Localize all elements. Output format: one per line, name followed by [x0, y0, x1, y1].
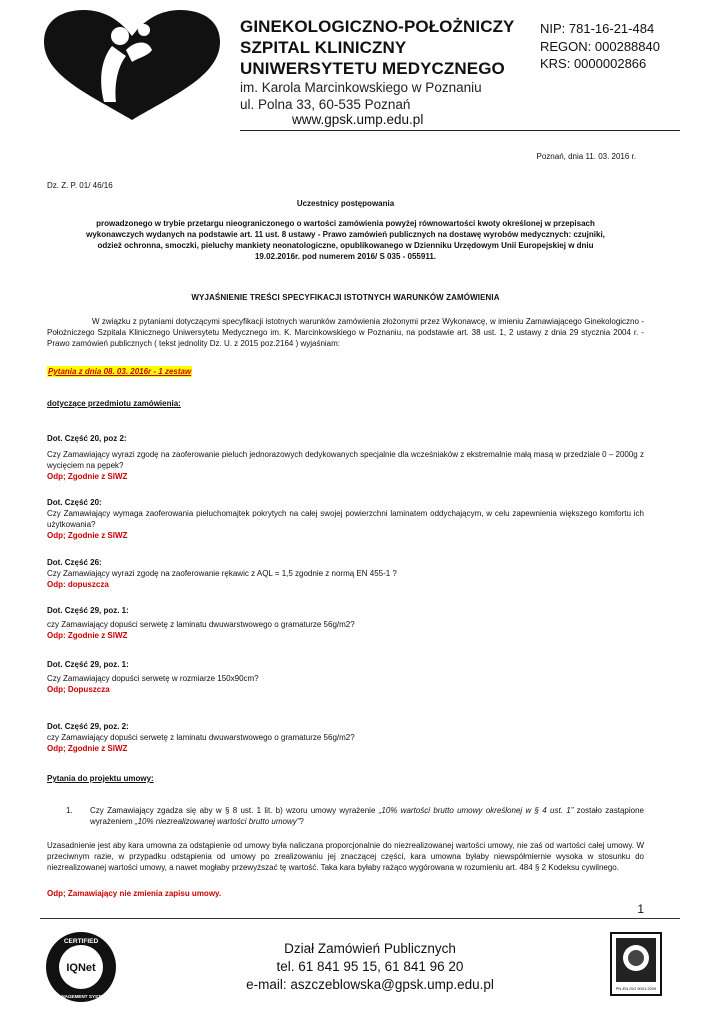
hospital-name: GINEKOLOGICZNO-POŁOŻNICZY SZPITAL KLINICZNY UNIWERSYTETU MEDYCZNEGO: [240, 17, 515, 78]
recipients: Uczestnicy postępowania: [296, 199, 395, 208]
cert-top-text: CERTIFIED: [63, 938, 99, 945]
question-item: Dot. Część 29, poz. 2: czy Zamawiający dopuści serwetę z laminatu dwuwarstwowego o gramaturze 56g/m2? Odp; Zgodnie z SIWZ: [47, 722, 355, 753]
contract-item-number: 1.: [66, 806, 73, 815]
hospital-address: im. Karola Marcinkowskiego w Poznaniu ul. Polna 33, 60-535 Poznań: [240, 80, 482, 112]
header-divider: [240, 130, 680, 131]
intro-paragraph: W związku z pytaniami dotyczącymi specyfikacji istotnych warunków zamówienia złożonymi przez Wykonawcę, w imieniu Zamawiającego Ginekologiczno - Położniczego Szpitala Klinicznego Uniwersytetu Medycznego im. K. Marcinkowskiego w Poznaniu, na podstawie art. 38 ust. 1, 2 ustawy z dnia 29 stycznia 2004 r. - Prawo zamówień publicznych ( tekst jednolity Dz. U. z 2015 poz.2164 ) wyjaśniam:: [47, 317, 644, 348]
krs: KRS: 0000002866: [540, 56, 647, 71]
cert-brand: IQNet: [66, 962, 96, 974]
cert-bottom-text: MANAGEMENT SYSTEM: [54, 994, 108, 999]
page-number: 1: [637, 902, 644, 916]
question-item: Dot. Część 29, poz. 1: Czy Zamawiający dopuści serwetę w rozmiarze 150x90cm? Odp; Dopuszcza: [47, 660, 259, 694]
website-link[interactable]: www.gpsk.ump.edu.pl: [292, 112, 424, 127]
questions-date: Pytania z dnia 08. 03. 2016r - 1 zestaw: [48, 367, 192, 376]
iso-certification-icon: [610, 932, 662, 996]
phone-number: tel. 61 841 95 15, 61 841 96 20: [276, 959, 464, 974]
regon: REGON: 000288840: [540, 38, 660, 54]
document-reference: Dz. Z. P. 01/ 46/16: [47, 181, 113, 190]
final-answer: Odp; Zamawiający nie zmienia zapisu umowy.: [47, 889, 222, 898]
contract-question: Czy Zamawiający zgadza się aby w § 8 ust. 1 lit. b) wzoru umowy wyrażenie „10% wartości brutto umowy określonej w § 4 ust. 1” zostało zastąpione wyrażeniem „10% niezrealizowanej wartości brutto umowy”?: [90, 806, 645, 826]
registration-ids: [540, 20, 660, 73]
question-item: Dot. Część 20, poz 2: Czy Zamawiający wyrazi zgodę na zaoferowanie pieluch jednorazowych dedykowanych specjalnie dla wcześniaków z ekstremalnie małą masą w przedziale 0 – 2000g z wycięciem na pępek? Odp; Zgodnie z SIWZ: [47, 434, 644, 481]
question-item: Dot. Część 20: Czy Zamawiający wymaga zaoferowania pieluchomajtek pokrytych na całej swojej powierzchni laminatem oddychającym, w celu zapewnienia większego komfortu ich użytkowania? Odp; Zgodnie z SIWZ: [47, 498, 644, 540]
subject-heading: dotyczące przedmiotu zamówienia:: [47, 399, 181, 408]
contract-heading: Pytania do projektu umowy:: [47, 774, 154, 783]
hospital-logo-icon: [32, 6, 232, 122]
footer-divider: [40, 918, 680, 919]
nip: NIP: 781-16-21-484: [540, 21, 655, 36]
iso-text: PN-EN ISO 9001:2009: [615, 986, 657, 991]
explanation-title: WYJAŚNIENIE TREŚCI SPECYFIKACJI ISTOTNYCH WARUNKÓW ZAMÓWIENIA: [191, 293, 500, 302]
iqnet-certification-icon: [44, 930, 118, 1004]
email-address: e-mail: aszczeblowska@gpsk.ump.edu.pl: [246, 977, 494, 992]
justification-paragraph: Uzasadnienie jest aby kara umowna za odstąpienie od umowy była naliczana proporcjonalnie do niezrealizowanej wartości umowy, nie zaś od wartości całej umowy. W przeciwnym razie, w przypadku odstąpienia od umowy po zrealizowaniu jej znaczącej części, kara umowna byłaby niewspółmiernie wysoka w stosunku do niezrealizowanej wartości umowy, a nawet mogłaby przewyższać tę wartość. Taka kara byłaby rażąco wygórowana w rozumieniu art. 484 § 2 Kodeksu cywilnego.: [47, 841, 644, 872]
subject: prowadzonego w trybie przetargu nieograniczonego o wartości zamówienia powyżej równowartości kwoty określonej w przepisach wykonawczych wydanych na podstawie art. 11 ust. 8 ustawy - Prawo zamówień publicznych na dostawę wyrobów medycznych: czujniki, odzież ochronna, smoczki, pieluchy mankiety neonatologiczne, opublikowanego w Dzienniku Urzędowym Unii Europejskiej w dniu 19.02.2016r. pod numerem 2016/ S 035 - 055911.: [86, 219, 605, 261]
department-name: Dział Zamówień Publicznych: [284, 941, 456, 956]
contact-block: [240, 940, 500, 994]
question-item: Dot. Część 26: Czy Zamawiający wyrazi zgodę na zaoferowanie rękawic z AQL = 1,5 zgodnie z normą EN 455-1 ? Odp: dopuszcza: [47, 558, 397, 589]
question-item: Dot. Część 29, poz. 1: czy Zamawiający dopuści serwetę z laminatu dwuwarstwowego o gramaturze 56g/m2? Odp: Zgodnie z SIWZ: [47, 606, 355, 640]
document-date: Poznań, dnia 11. 03. 2016 r.: [536, 152, 636, 161]
